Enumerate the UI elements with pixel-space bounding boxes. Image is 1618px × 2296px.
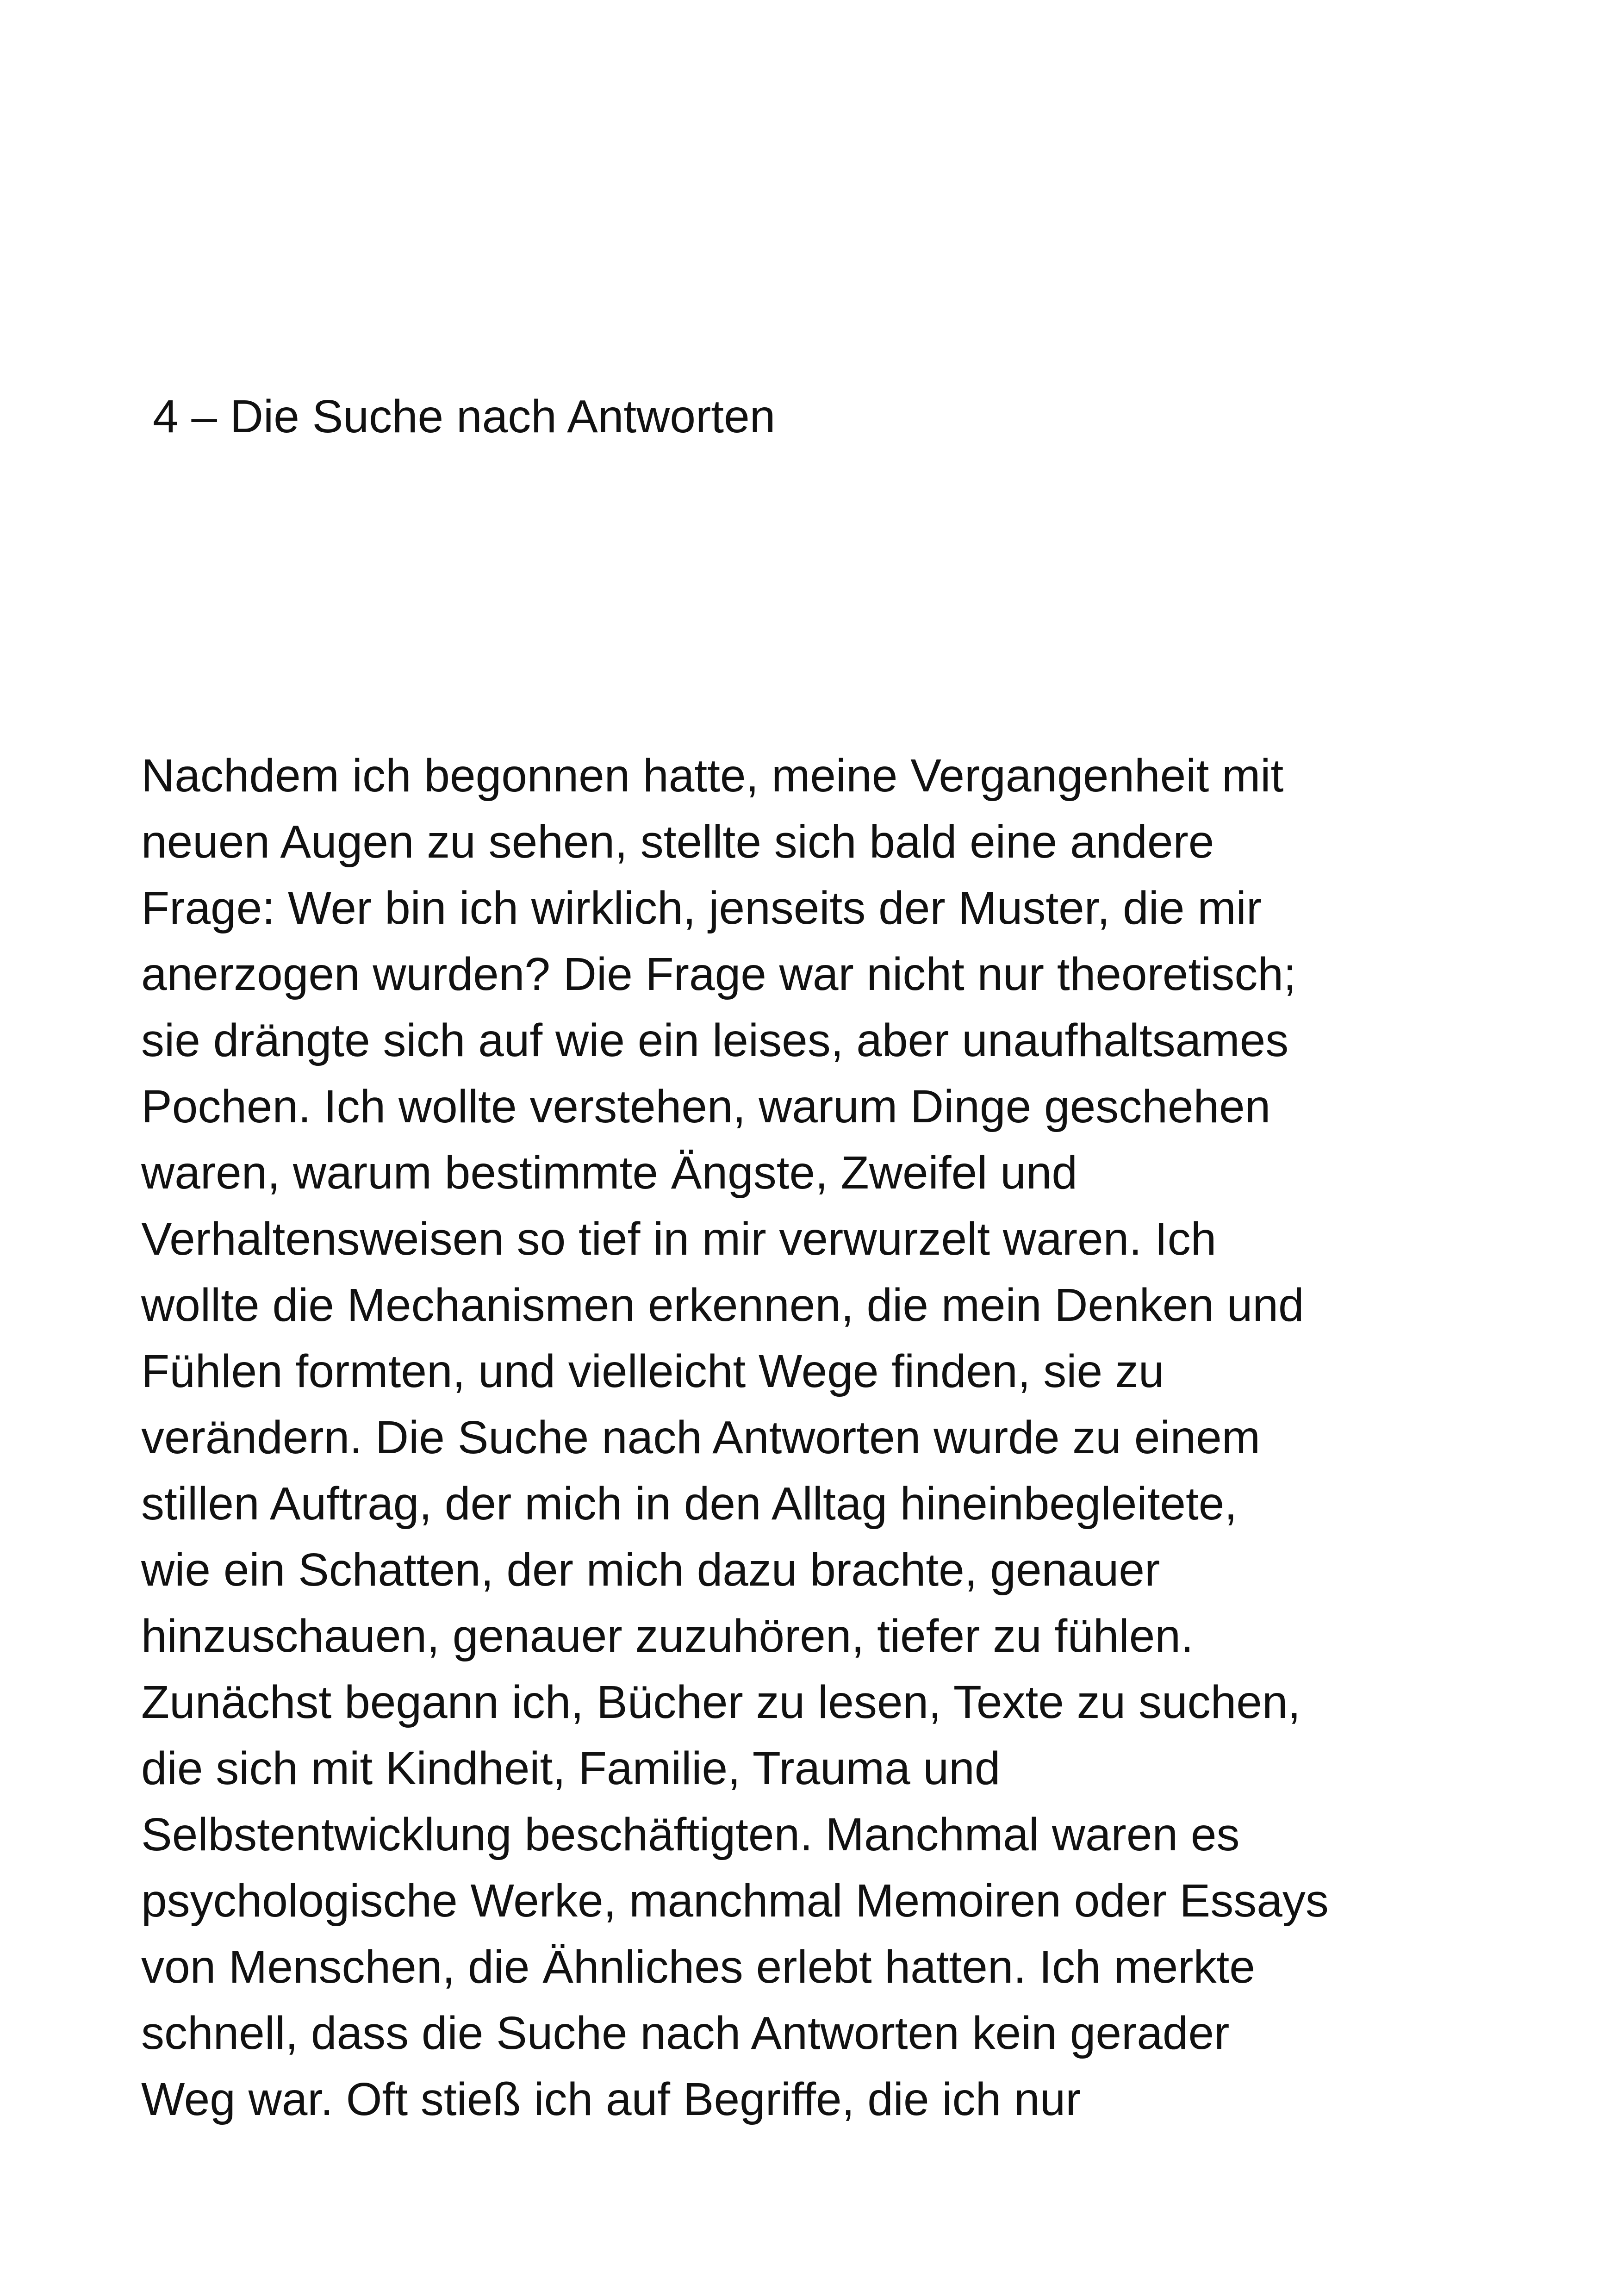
text-line: Weg war. Oft stieß ich auf Begriffe, die ich nur bbox=[141, 2073, 1081, 2125]
chapter-title: 4 – Die Suche nach Antworten bbox=[153, 391, 776, 442]
text-line: sie drängte sich auf wie ein leises, aber unaufhaltsames bbox=[141, 1014, 1289, 1066]
text-line: psychologische Werke, manchmal Memoiren oder Essays bbox=[141, 1875, 1329, 1927]
text-line: schnell, dass die Suche nach Antworten kein gerader bbox=[141, 2007, 1230, 2059]
text-line: waren, warum bestimmte Ängste, Zweifel und bbox=[141, 1147, 1078, 1199]
text-line: die sich mit Kindheit, Familie, Trauma und bbox=[141, 1742, 1001, 1794]
text-line: anerzogen wurden? Die Frage war nicht nur theoretisch; bbox=[141, 948, 1296, 1000]
text-line: Nachdem ich begonnen hatte, meine Vergangenheit mit bbox=[141, 750, 1284, 802]
text-line: wie ein Schatten, der mich dazu brachte, genauer bbox=[141, 1544, 1160, 1596]
text-line: neuen Augen zu sehen, stellte sich bald eine andere bbox=[141, 816, 1214, 868]
text-line: von Menschen, die Ähnliches erlebt hatten. Ich merkte bbox=[141, 1941, 1255, 1993]
text-line: wollte die Mechanismen erkennen, die mein Denken und bbox=[141, 1279, 1304, 1331]
text-line: Fühlen formten, und vielleicht Wege finden, sie zu bbox=[141, 1345, 1164, 1397]
text-line: verändern. Die Suche nach Antworten wurde zu einem bbox=[141, 1412, 1261, 1463]
text-line: Zunächst begann ich, Bücher zu lesen, Texte zu suchen, bbox=[141, 1676, 1301, 1728]
text-line: Verhaltensweisen so tief in mir verwurzelt waren. Ich bbox=[141, 1213, 1217, 1265]
text-line: hinzuschauen, genauer zuzuhören, tiefer zu fühlen. bbox=[141, 1610, 1194, 1662]
text-line: stillen Auftrag, der mich in den Alltag hineinbegleitete, bbox=[141, 1478, 1238, 1530]
body-paragraph bbox=[141, 743, 1553, 2133]
text-line: Pochen. Ich wollte verstehen, warum Dinge geschehen bbox=[141, 1081, 1271, 1132]
text-line: Frage: Wer bin ich wirklich, jenseits der Muster, die mir bbox=[141, 882, 1262, 934]
text-line: Selbstentwicklung beschäftigten. Manchmal waren es bbox=[141, 1809, 1240, 1860]
